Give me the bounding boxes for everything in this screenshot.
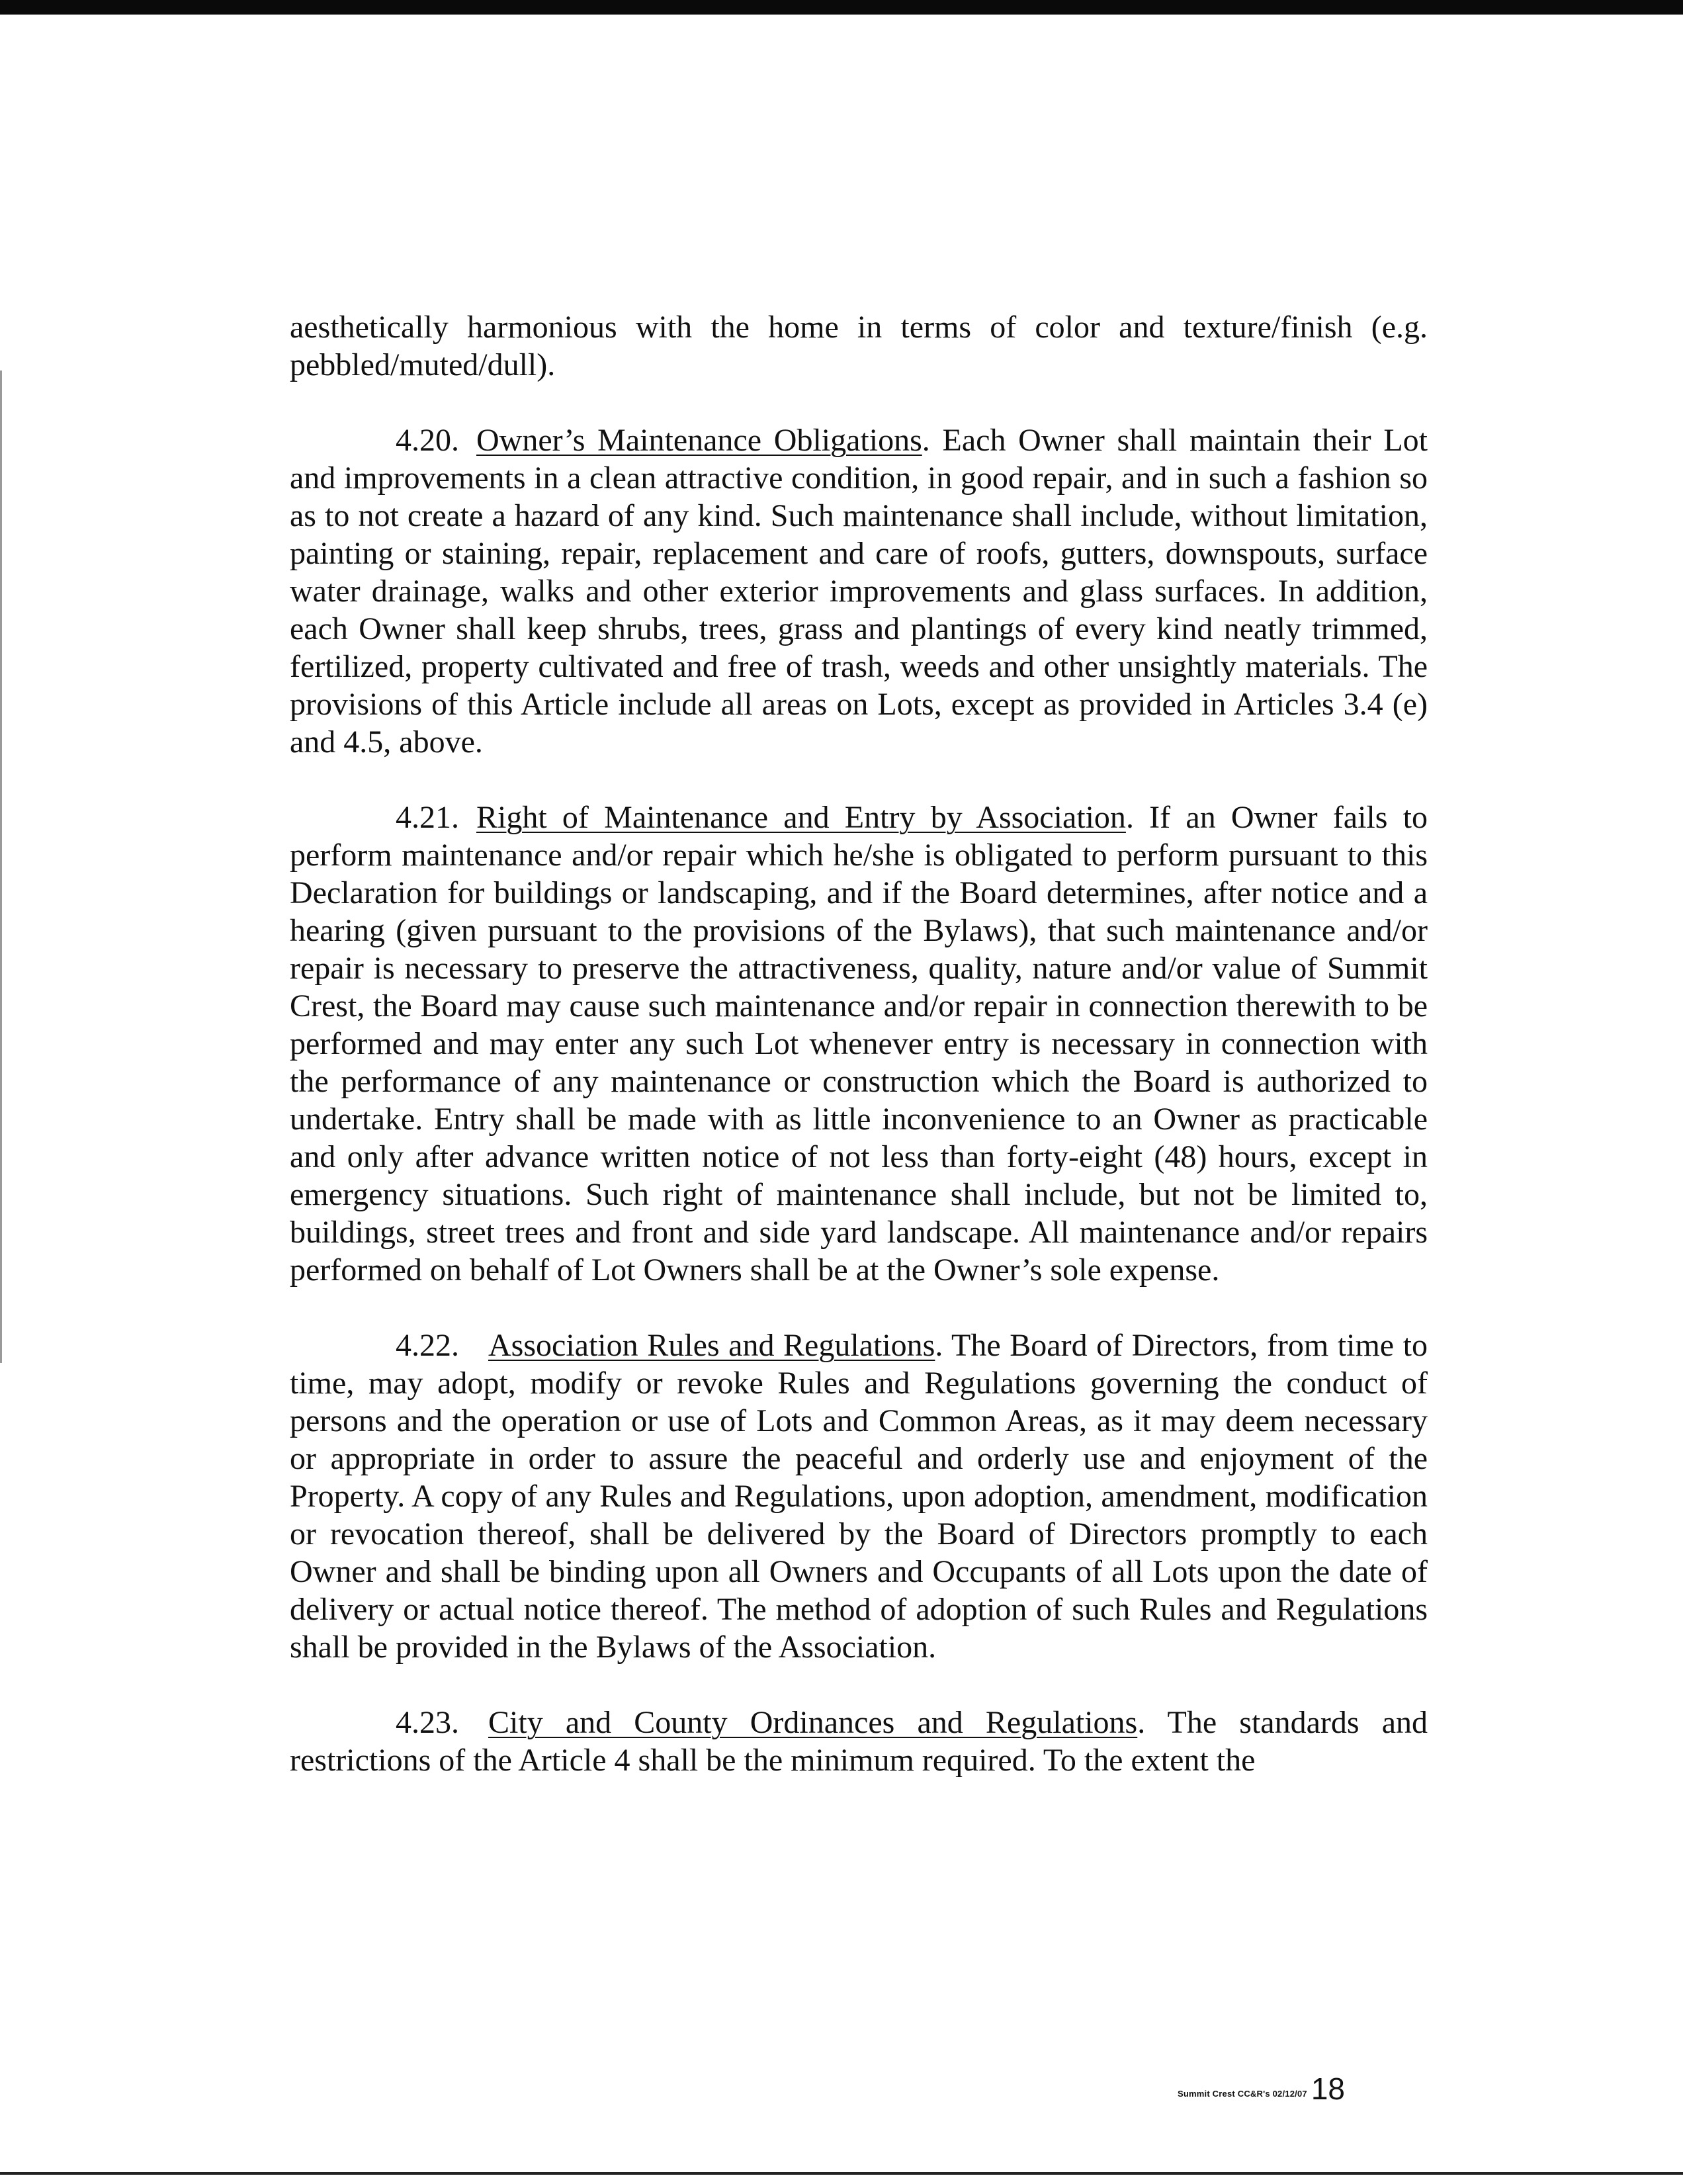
section-number: 4.21. bbox=[396, 800, 459, 835]
section-number: 4.22. bbox=[396, 1328, 459, 1363]
section-body: . Each Owner shall maintain their Lot and improvements in a clean attractive condition, in good repair, and in such a fashion so as to not create a hazard of any kind. Such maintenance shall include, without limitation, painting or staining, repair, replacement and care of roofs, gutters, downspouts, surface water drainage, walks and other exterior improvements and glass surfaces. In addition, each Owner shall keep shrubs, trees, grass and plantings of every kind neatly trimmed, fertilized, property cultivated and free of trash, weeds and other unsightly materials. The provisions of this Article include all areas on Lots, except as provided in Articles 3.4 (e) and 4.5, above. bbox=[290, 423, 1428, 760]
section-body: . The standards and restrictions of the Article 4 shall be the minimum required. To the extent the bbox=[290, 1705, 1428, 1778]
scan-left-edge bbox=[0, 371, 2, 1363]
section-heading: Owner’s Maintenance Obligations bbox=[476, 423, 922, 458]
section-body: . If an Owner fails to perform maintenance and/or repair which he/she is obligated to perform pursuant to this Declaration for buildings or landscaping, and if the Board determines, after notice and a hearing (given pursuant to the provisions of the Bylaws), that such maintenance and/or repair is necessary to preserve the attractiveness, quality, nature and/or value of Summit Crest, the Board may cause such maintenance and/or repair in connection therewith to be performed and may enter any such Lot whenever entry is necessary in connection with the performance of any maintenance or construction which the Board is authorized to undertake. Entry shall be made with as little inconvenience to an Owner as practicable and only after advance written notice of not less than forty-eight (48) hours, except in emergency situations. Such right of maintenance shall include, but not be limited to, buildings, street trees and front and side yard landscape. All maintenance and/or repairs performed on behalf of Lot Owners shall be at the Owner’s sole expense. bbox=[290, 800, 1428, 1288]
scan-top-border bbox=[0, 0, 1683, 15]
section-4-23 bbox=[290, 1704, 1428, 1779]
section-4-20 bbox=[290, 421, 1428, 761]
section-heading: Right of Maintenance and Entry by Association bbox=[476, 800, 1126, 835]
section-heading: Association Rules and Regulations bbox=[488, 1328, 935, 1363]
section-number: 4.23. bbox=[396, 1705, 459, 1740]
scan-bottom-border bbox=[0, 2172, 1683, 2175]
page-footer bbox=[1178, 2064, 1376, 2104]
section-4-21 bbox=[290, 799, 1428, 1289]
document-body bbox=[290, 308, 1428, 1779]
section-body: . The Board of Directors, from time to time, may adopt, modify or revoke Rules and Regulations governing the conduct of persons and the operation or use of Lots and Common Areas, as it may deem necessary or appropriate in order to assure the peaceful and orderly use and enjoyment of the Property. A copy of any Rules and Regulations, upon adoption, amendment, modification or revocation thereof, shall be delivered by the Board of Directors promptly to each Owner and shall be binding upon all Owners and Occupants of all Lots upon the date of delivery or actual notice thereof. The method of adoption of such Rules and Regulations shall be provided in the Bylaws of the Association. bbox=[290, 1328, 1428, 1665]
footer-document-note: Summit Crest CC&R's 02/12/07 bbox=[1178, 2089, 1307, 2099]
section-4-22 bbox=[290, 1327, 1428, 1666]
section-number: 4.20. bbox=[396, 423, 459, 458]
page-number: 18 bbox=[1311, 2072, 1345, 2106]
section-heading: City and County Ordinances and Regulations bbox=[488, 1705, 1138, 1740]
continuation-paragraph: aesthetically harmonious with the home in terms of color and texture/finish (e.g. pebbled/muted/dull). bbox=[290, 310, 1428, 382]
